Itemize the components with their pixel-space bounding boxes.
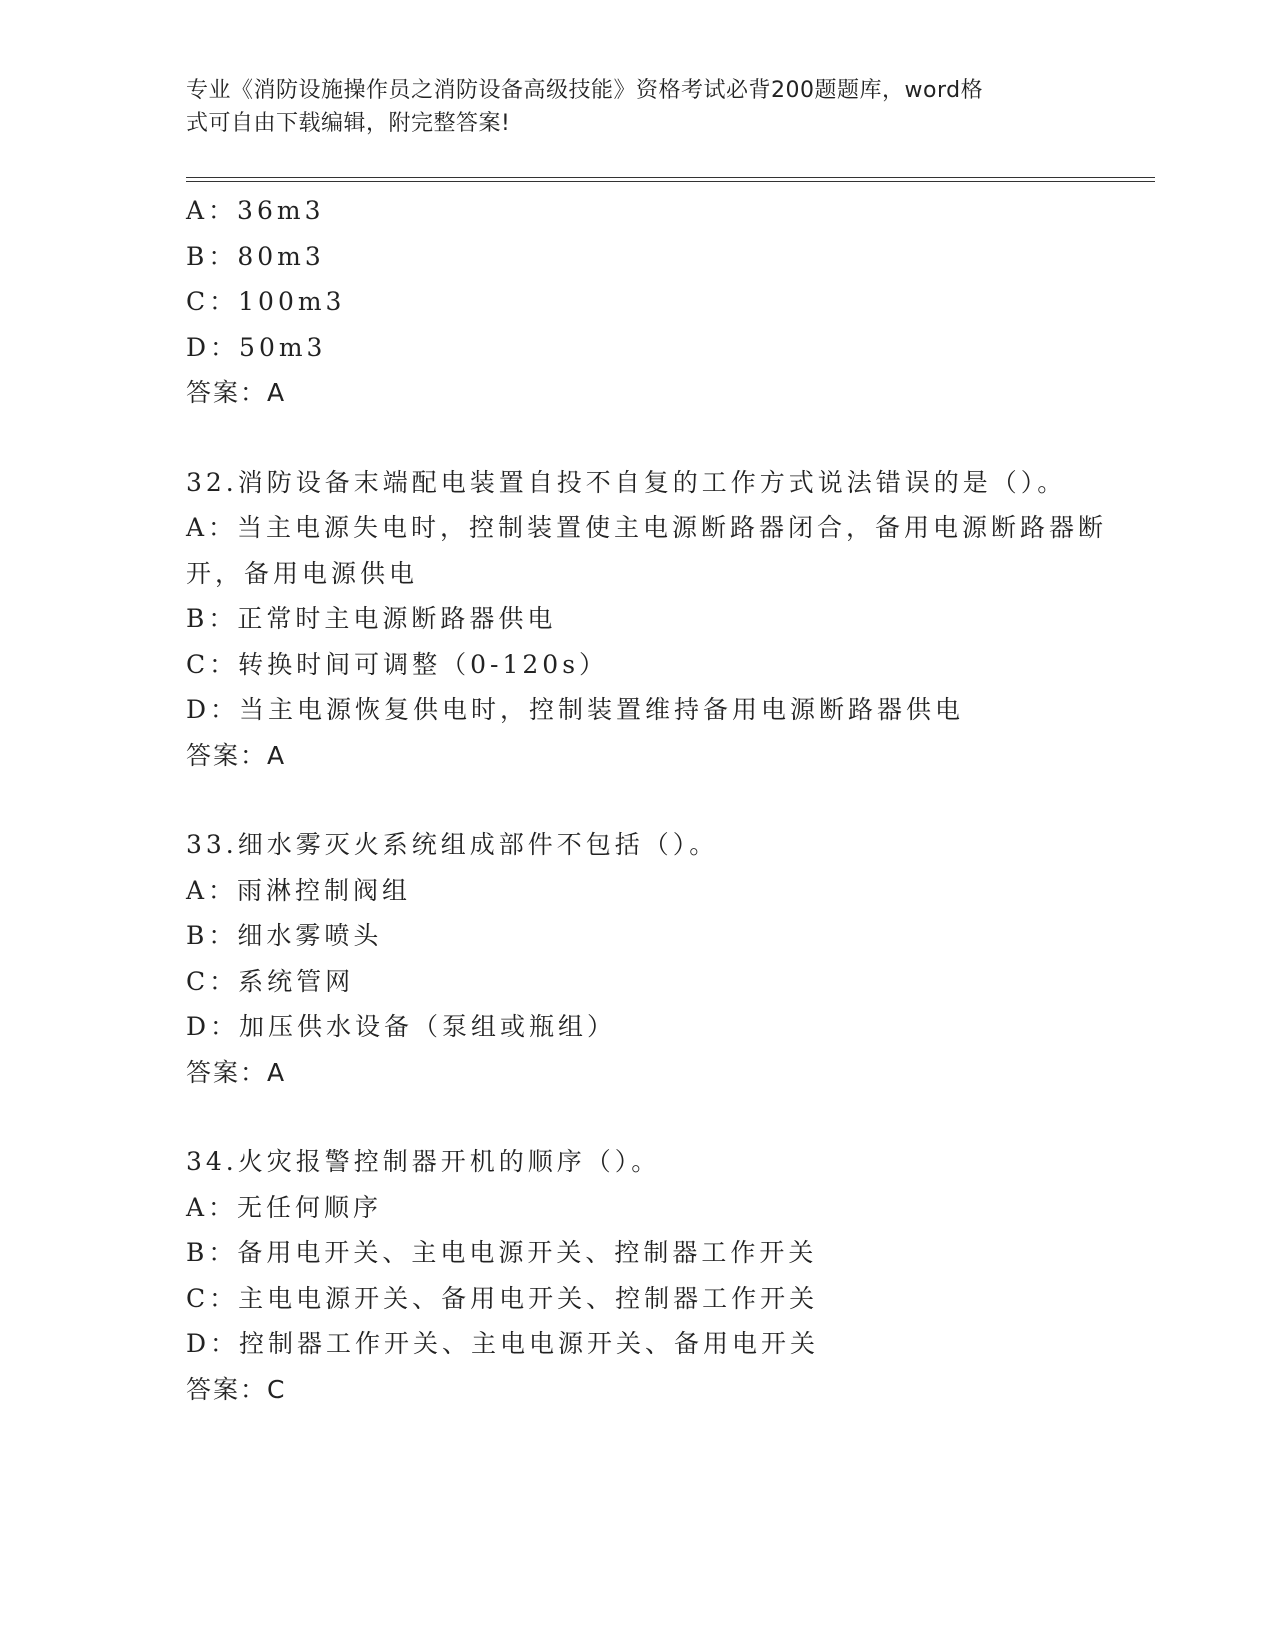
header-line-1: 专业《消防设施操作员之消防设备高级技能》资格考试必背200题题库，word格 (186, 78, 984, 103)
option-a: A：36m3 (186, 196, 325, 225)
option-d: D：当主电源恢复供电时，控制装置维持备用电源断路器供电 (186, 695, 965, 724)
option-c: C：系统管网 (186, 966, 355, 996)
question-text: 32.消防设备末端配电装置自投不自复的工作方式说法错误的是（）。 (186, 467, 1067, 497)
question-33 (186, 822, 1116, 1095)
question-31 (186, 188, 1116, 416)
spacer (186, 1095, 1116, 1139)
question-text: 34.火灾报警控制器开机的顺序（）。 (186, 1147, 661, 1176)
question-content (186, 188, 1116, 1412)
option-a: A：无任何顺序 (186, 1192, 383, 1222)
spacer (186, 416, 1116, 460)
document-header (186, 74, 1066, 140)
option-a: A：雨淋控制阀组 (186, 875, 412, 905)
header-divider-bottom (186, 181, 1155, 182)
option-b: B：备用电开关、主电电源开关、控制器工作开关 (186, 1238, 818, 1267)
answer: 答案：A (186, 1057, 287, 1087)
answer: 答案：A (186, 378, 287, 407)
answer: 答案：A (186, 740, 287, 770)
question-32 (186, 460, 1116, 779)
option-a: A：当主电源失电时，控制装置使主电源断路器闭合，备用电源断路器断开，备用电源供电 (186, 513, 1108, 588)
answer: 答案：C (186, 1374, 287, 1404)
option-c: C：转换时间可调整（0-120s） (186, 649, 609, 679)
option-c: C：主电电源开关、备用电开关、控制器工作开关 (186, 1283, 819, 1313)
option-b: B：细水雾喷头 (186, 921, 383, 950)
question-34 (186, 1139, 1116, 1412)
option-d: D：加压供水设备（泵组或瓶组） (186, 1012, 617, 1041)
option-d: D：控制器工作开关、主电电源开关、备用电开关 (186, 1329, 820, 1358)
option-c: C：100m3 (186, 287, 346, 316)
option-b: B：80m3 (186, 241, 325, 271)
option-d: D：50m3 (186, 332, 327, 362)
header-line-2: 式可自由下载编辑，附完整答案! (186, 111, 511, 136)
spacer (186, 778, 1116, 822)
question-text: 33.细水雾灭火系统组成部件不包括（）。 (186, 830, 719, 859)
header-divider-top (186, 177, 1155, 178)
option-b: B：正常时主电源断路器供电 (186, 604, 557, 633)
